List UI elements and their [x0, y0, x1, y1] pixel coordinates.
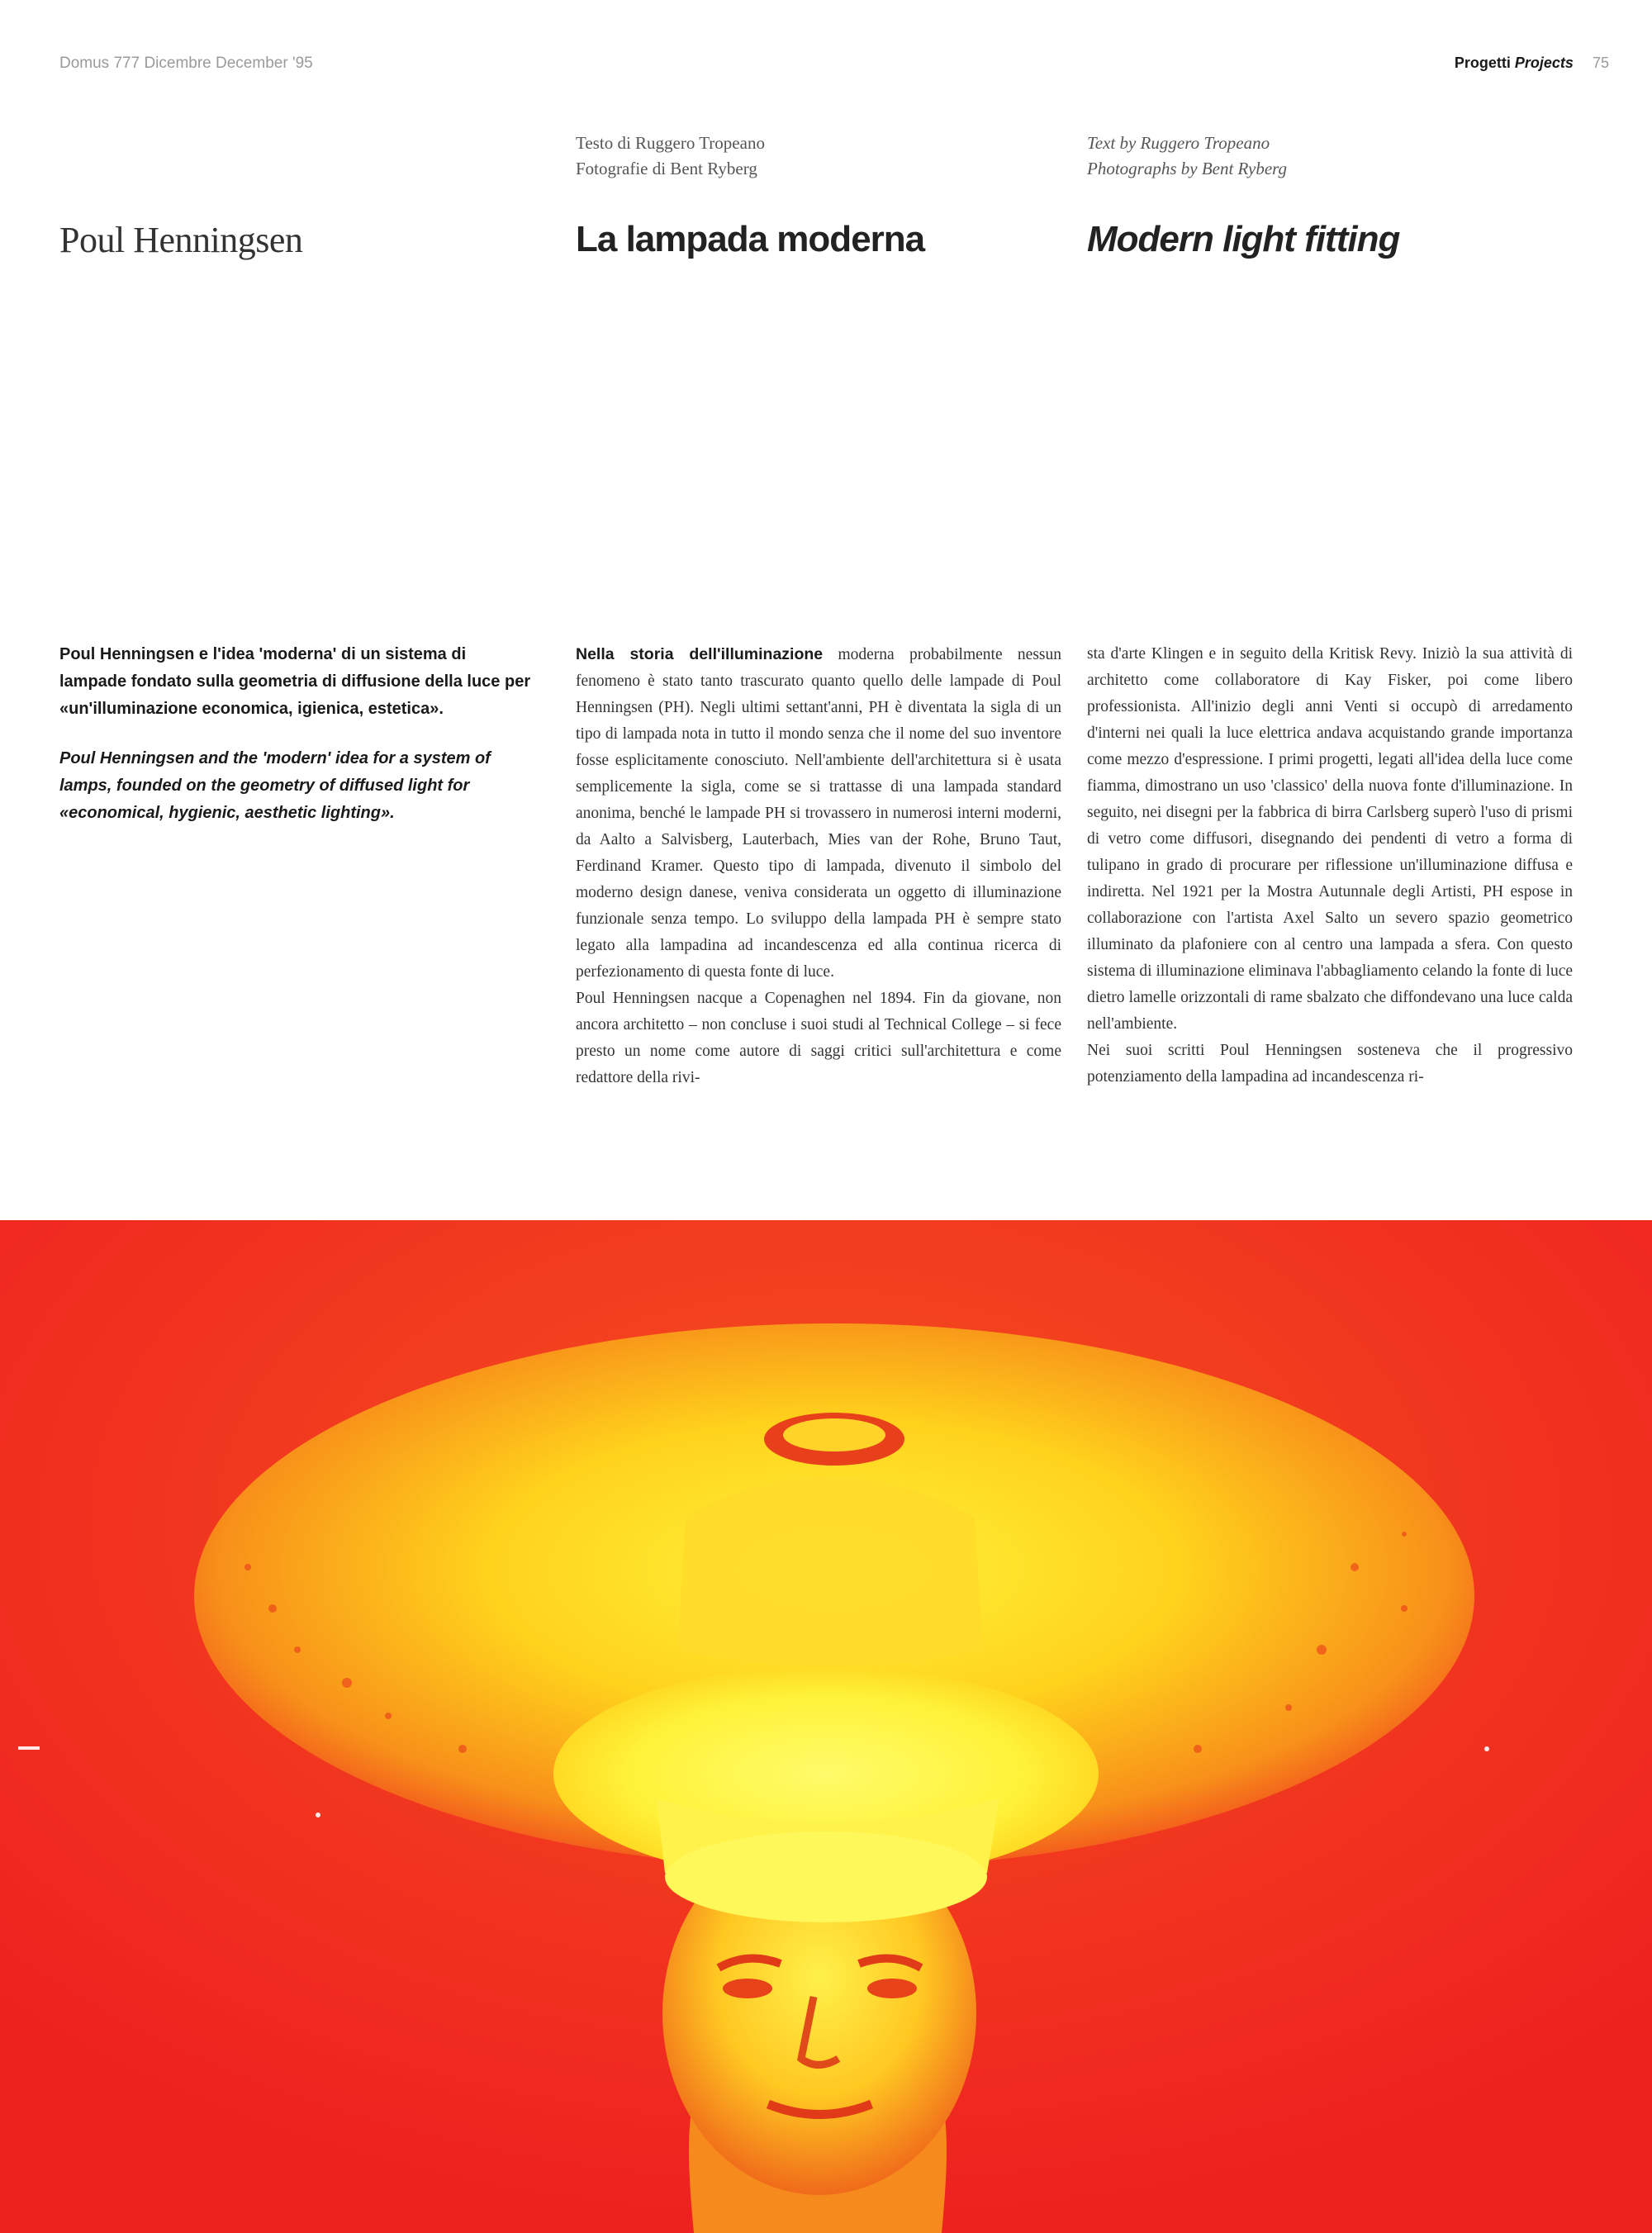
author-name: Poul Henningsen	[59, 220, 303, 260]
credits-italian	[576, 131, 765, 182]
lead-in: Nella storia dell'illuminazione	[576, 645, 824, 663]
running-head-left: Domus 777 Dicembre December '95	[59, 55, 313, 72]
section-label-it: Progetti	[1454, 55, 1511, 71]
abstract-column	[59, 641, 532, 849]
credit-text-en: Text by Ruggero Tropeano	[1087, 133, 1270, 153]
body-column-2	[1087, 641, 1573, 1090]
body-text: moderna probabilmente nessun fenomeno è stato tanto trascurato quanto quello delle lampade di Poul Henningsen (PH). Negli ultimi settant'anni, PH è diventata la sigla di un tipo di lampada nota in tutto il mondo senza che il nome del suo inventore fosse esplicitamente conosciuto. Nell'ambiente dell'architettura si è usata semplicemente la sigla, come se si trattasse di una lampada standard anonima, benché le lampade PH si trovassero in numerosi interni moderni, da Aalto a Salvisberg, Lauterbach, Mies van der Rohe, Bruno Taut, Ferdinand Kramer. Questo tipo di lampada, divenuto il simbolo del moderno design danese, veniva considerata un oggetto di illuminazione funzionale senza tempo. Lo sviluppo della lampada PH è sempre stato legato alla lampadina ad incandescenza ed alla continua ricerca di perfezionamento di questa fonte di luce.	[576, 646, 1062, 981]
title-italian: La lampada moderna	[576, 219, 925, 259]
section-label-en: Projects	[1514, 55, 1574, 71]
credit-photo-en: Photographs by Bent Ryberg	[1087, 159, 1288, 178]
abstract-italian: Poul Henningsen e l'idea 'moderna' di un sistema di lampade fondato sulla geometria di diffusione della luce per «un'illuminazione economica, igienica, estetica».	[59, 645, 531, 718]
credits-english	[1087, 131, 1287, 182]
title-english: Modern light fitting	[1087, 219, 1400, 259]
abstract-english: Poul Henningsen and the 'modern' idea for a system of lamps, founded on the geometry of diffused light for «economical, hygienic, aesthetic lighting».	[59, 749, 491, 822]
credit-text-it: Testo di Ruggero Tropeano	[576, 133, 765, 153]
lamp-photograph	[0, 1220, 1652, 2233]
body-column-1	[576, 641, 1061, 1091]
page-number: 75	[1592, 55, 1609, 71]
body-paragraph: sta d'arte Klingen e in seguito della Kritisk Revy. Iniziò la sua attività di architetto come collaboratore di Kay Fisker, poi come libero professionista. All'inizio degli anni Venti si occupò di arredamento d'interni nei quali la luce elettrica andava acquistando grande importanza come mezzo d'espressione. I primi progetti, legati all'idea della luce come fiamma, dimostrano un uso 'classico' della nuova fonte d'illuminazione. In seguito, nei disegni per la fabbrica di birra Carlsberg superò l'uso di prismi di vetro come diffusori, disegnando dei pendenti di vetro a forma di tulipano in grado di procurare per riflessione un'illuminazione diffusa e indiretta. Nel 1921 per la Mostra Autunnale degli Artisti, PH espose in collaborazione con l'artista Axel Salto un severo spazio geometrico illuminato da plafoniere con al centro una lampada a sfera. Con questo sistema di illuminazione eliminava l'abbagliamento celando la fonte di luce dietro lamelle orizzontali di rame sbalzato che diffondevano una luce calda nell'ambiente.	[1087, 645, 1573, 1033]
credit-photo-it: Fotografie di Bent Ryberg	[576, 159, 757, 178]
body-paragraph	[576, 641, 1061, 986]
body-paragraph: Poul Henningsen nacque a Copenaghen nel 1894. Fin da giovane, non ancora architetto – non concluse i suoi studi al Technical College – si fece presto un nome come autore di saggi critici sull'architettura e come redattore della rivi-	[576, 990, 1061, 1086]
body-paragraph: Nei suoi scritti Poul Henningsen sosteneva che il progressivo potenziamento della lampadina ad incandescenza ri-	[1087, 1042, 1573, 1086]
running-head-right	[1455, 55, 1609, 72]
